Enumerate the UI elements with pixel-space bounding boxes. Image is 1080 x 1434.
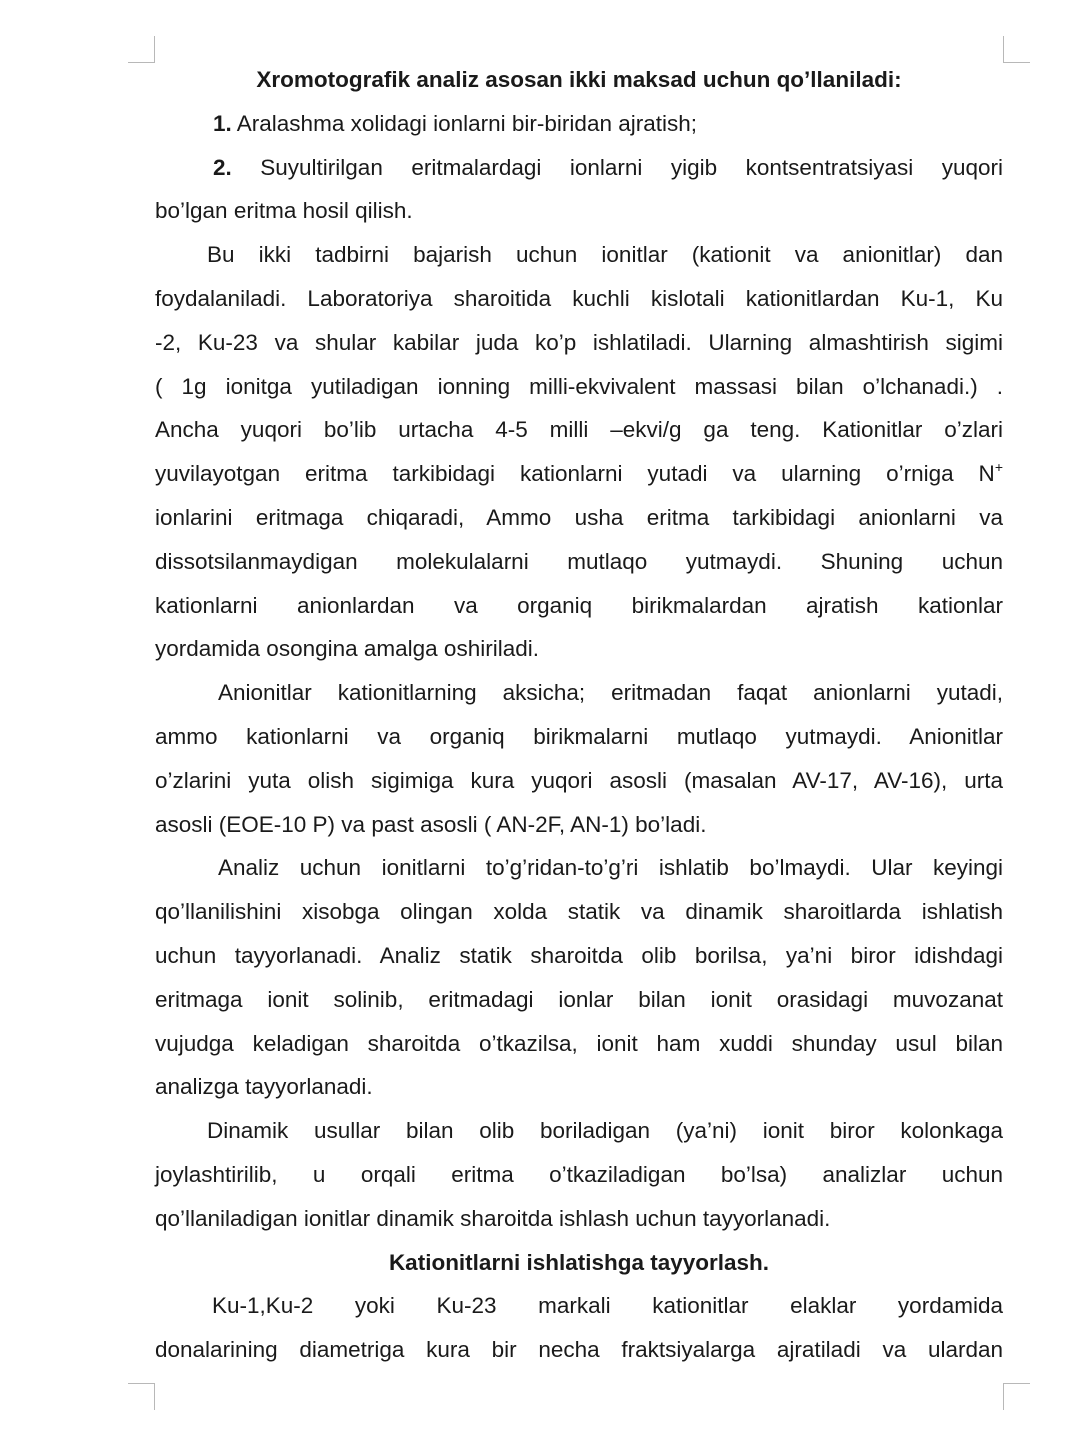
paragraph-line: bo’lgan eritma hosil qilish.	[155, 198, 413, 224]
paragraph-line: o’zlarini yuta olish sigimiga kura yuqori asosli (masalan AV-17, AV-16), urta	[155, 767, 1003, 793]
paragraph-line: donalarining diametriga kura bir necha fraktsiyalarga ajratiladi va ulardan	[155, 1337, 1003, 1363]
paragraph-line: qo’llaniladigan ionitlar dinamik sharoitda ishlash uchun tayyorlanadi.	[155, 1205, 831, 1231]
paragraph-line: asosli (EOE-10 P) va past asosli ( AN-2F, AN-1) bo’ladi.	[155, 811, 707, 837]
list-number: 1.	[213, 110, 232, 136]
paragraph-line	[155, 452, 1003, 496]
paragraph-line: uchun tayyorlanadi. Analiz statik sharoitda olib borilsa, ya’ni biror idishdagi	[155, 942, 1003, 968]
paragraph-line: kationlarni anionlardan va organiq birikmalardan ajratish kationlar	[155, 592, 1003, 618]
paragraph-line: ( 1g ionitga yutiladigan ionning milli-ekvivalent massasi bilan o’lchanadi.) .	[155, 373, 1003, 399]
list-item	[155, 102, 1003, 146]
paragraph-line: yordamida osongina amalga oshiriladi.	[155, 636, 539, 662]
document-page	[155, 58, 1003, 1372]
list-number: 2.	[213, 154, 232, 180]
list-text: Aralashma xolidagi ionlarni bir-biridan ajratish;	[236, 110, 697, 136]
line-text: yuvilayotgan eritma tarkibidagi kationlarni yutadi va ularning o’rniga N	[155, 461, 995, 487]
paragraph-line: eritmaga ionit solinib, eritmadagi ionlar bilan ionit orasidagi muvozanat	[155, 986, 1003, 1012]
paragraph-line: Ku-1,Ku-2 yoki Ku-23 markali kationitlar elaklar yordamida	[212, 1293, 1003, 1319]
superscript-plus: +	[994, 459, 1003, 476]
paragraph-line: ammo kationlarni va organiq birikmalarni mutlaqo yutmaydi. Anionitlar	[155, 723, 1003, 749]
page-corner-mark-bottom-left	[128, 1383, 155, 1410]
paragraph-line: -2, Ku-23 va shular kabilar juda ko’p ishlatiladi. Ularning almashtirish sigimi	[155, 329, 1003, 355]
page-corner-mark-bottom-right	[1003, 1383, 1030, 1410]
list-text: Suyultirilgan eritmalardagi ionlarni yigib kontsentratsiyasi yuqori	[260, 154, 1003, 180]
paragraph-line: ionlarini eritmaga chiqaradi, Ammo usha eritma tarkibidagi anionlarni va	[155, 504, 1003, 530]
paragraph-line: qo’llanilishini xisobga olingan xolda statik va dinamik sharoitlarda ishlatish	[155, 899, 1003, 925]
subsection-heading: Kationitlarni ishlatishga tayyorlash.	[388, 1249, 770, 1275]
list-item	[155, 146, 1003, 190]
paragraph-line: Anionitlar kationitlarning aksicha; eritmadan faqat anionlarni yutadi,	[218, 680, 1003, 706]
paragraph-line: joylashtirilib, u orqali eritma o’tkaziladigan bo’lsa) analizlar uchun	[155, 1161, 1003, 1187]
section-heading: Xromotografik analiz asosan ikki maksad uchun qo’llaniladi:	[256, 67, 902, 92]
page-corner-mark-top-right	[1003, 36, 1030, 63]
paragraph-line: Ancha yuqori bo’lib urtacha 4-5 milli –ekvi/g ga teng. Kationitlar o’zlari	[155, 417, 1003, 443]
page-corner-mark-top-left	[128, 36, 155, 63]
paragraph-line: foydalaniladi. Laboratoriya sharoitida kuchli kislotali kationitlardan Ku-1, Ku	[155, 285, 1003, 311]
paragraph-line: Analiz uchun ionitlarni to’g’ridan-to’g’ri ishlatib bo’lmaydi. Ular keyingi	[218, 855, 1003, 881]
paragraph-line: Bu ikki tadbirni bajarish uchun ionitlar (kationit va anionitlar) dan	[207, 242, 1003, 268]
paragraph-line: vujudga keladigan sharoitda o’tkazilsa, ionit ham xuddi shunday usul bilan	[155, 1030, 1003, 1056]
paragraph-line: analizga tayyorlanadi.	[155, 1074, 373, 1100]
paragraph-line: dissotsilanmaydigan molekulalarni mutlaqo yutmaydi. Shuning uchun	[155, 548, 1003, 574]
paragraph-line: Dinamik usullar bilan olib boriladigan (ya’ni) ionit biror kolonkaga	[207, 1118, 1003, 1144]
